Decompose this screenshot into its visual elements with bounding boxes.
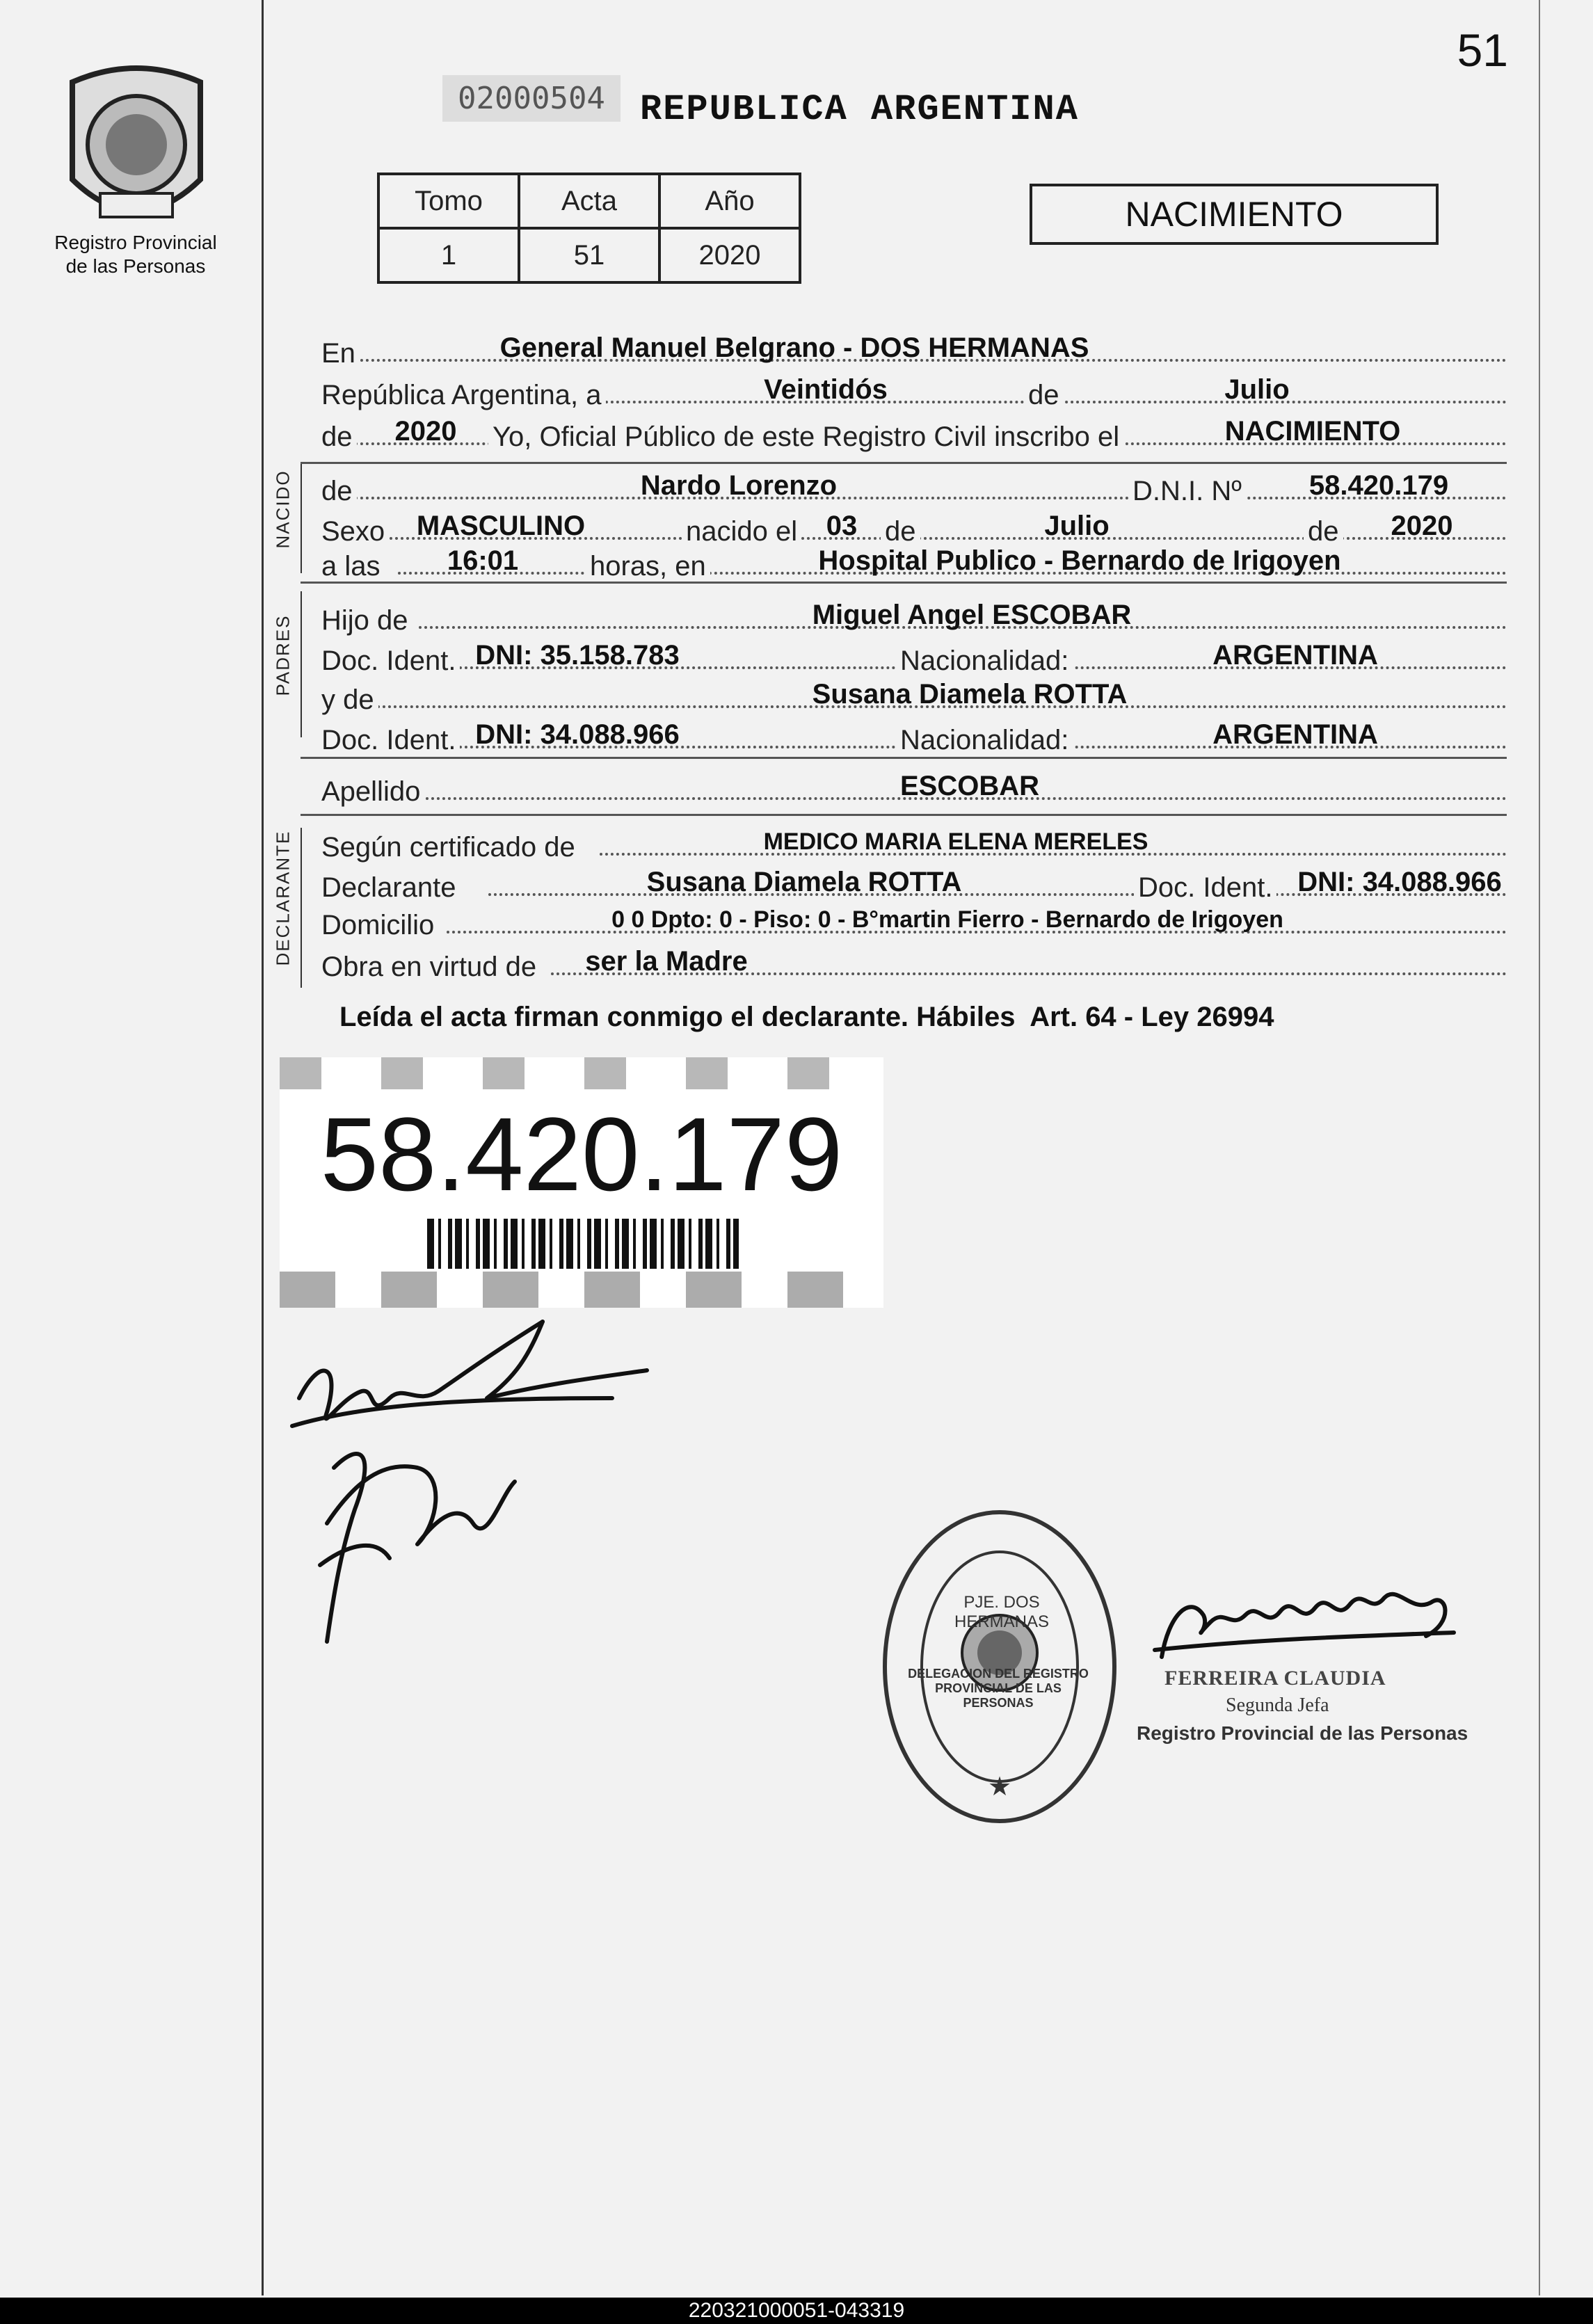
acta-value: 51 (519, 228, 659, 282)
born-name: Nardo Lorenzo (640, 470, 838, 501)
row-mother-doc (321, 714, 1507, 755)
right-margin-line (1539, 0, 1540, 2295)
date-month: Julio (1224, 374, 1290, 405)
nacido-side-label: NACIDO (272, 470, 294, 549)
officer-signature-image (1148, 1573, 1461, 1671)
act-type: NACIMIENTO (1224, 416, 1401, 447)
sticker-pattern-top (280, 1057, 883, 1089)
born-year-de: de (1304, 516, 1343, 547)
tomo-value: 1 (378, 228, 519, 282)
cert-label: Según certificado de (321, 832, 579, 863)
stamp-ring-text: DELEGACION DEL REGISTRO PROVINCIAL DE LAS PERSONAS (908, 1667, 1089, 1710)
officer-office: Registro Provincial de las Personas (1137, 1722, 1468, 1744)
date-a-label: República Argentina, a (321, 380, 606, 410)
sticker-number: 58.420.179 (320, 1096, 843, 1212)
role-label: Obra en virtud de (321, 952, 541, 982)
sex-value: MASCULINO (416, 511, 586, 541)
birth-place: Hospital Publico - Bernardo de Irigoyen (818, 545, 1341, 576)
declarant-label: Declarante (321, 872, 460, 903)
declarant-name: Susana Diamela ROTTA (646, 867, 962, 897)
date-de-label: de (1024, 380, 1064, 410)
footer-bar (0, 2298, 1593, 2324)
declarante-bracket (301, 828, 302, 988)
mother-doc-label: Doc. Ident. (321, 725, 460, 755)
born-date-label: nacido el (682, 516, 801, 547)
place-of-birth-label: horas, en (586, 551, 710, 582)
father-label: Hijo de (321, 605, 413, 636)
row-father-doc (321, 634, 1507, 676)
born-day: 03 (826, 511, 858, 541)
place-label: En (321, 338, 360, 369)
row-surname (321, 765, 1507, 807)
stamp-inner-text: PJE. DOS HERMANAS (954, 1593, 1050, 1631)
row-address (321, 899, 1507, 940)
date-day: Veintidós (764, 374, 888, 405)
father-name: Miguel Angel ESCOBAR (812, 600, 1132, 630)
sex-label: Sexo (321, 516, 389, 547)
surname-value: ESCOBAR (899, 771, 1040, 801)
born-dni-label: D.N.I. Nº (1128, 476, 1246, 506)
footer-code: 220321000051-043319 (688, 2299, 905, 2322)
row-date (321, 369, 1507, 410)
row-year (321, 410, 1507, 452)
born-dni: 58.420.179 (1308, 470, 1449, 501)
padres-bottom-line (301, 757, 1507, 759)
born-month: Julio (1044, 511, 1110, 541)
time-label: a las (321, 551, 385, 582)
left-margin-line (262, 0, 264, 2295)
place-value: General Manuel Belgrano - DOS HERMANAS (499, 332, 1089, 363)
surname-bottom-line (301, 814, 1507, 816)
country-title: REPUBLICA ARGENTINA (640, 89, 1079, 130)
row-declarant (321, 861, 1507, 903)
surname-label: Apellido (321, 776, 424, 807)
role-value: ser la Madre (585, 946, 748, 977)
mother-nat-label: Nacionalidad: (896, 725, 1073, 755)
address-label: Domicilio (321, 910, 438, 940)
address-value: 0 0 Dpto: 0 - Piso: 0 - B°martin Fierro - Bernardo de Irigoyen (611, 906, 1283, 933)
declarant-doc: DNI: 34.088.966 (1297, 867, 1502, 897)
svg-text:★: ★ (987, 1772, 1012, 1802)
officer-role: Segunda Jefa (1226, 1694, 1329, 1716)
dni-sticker (280, 1057, 883, 1308)
anio-header: Año (659, 174, 800, 228)
acta-header: Acta (519, 174, 659, 228)
declarante-side-label: DECLARANTE (272, 830, 294, 966)
born-de-label: de (321, 476, 357, 506)
tomo-header: Tomo (378, 174, 519, 228)
row-mother (321, 673, 1507, 715)
date-de2-label: de (321, 422, 357, 452)
registry-logo (58, 61, 214, 231)
born-year: 2020 (1391, 511, 1453, 541)
mother-nationality: ARGENTINA (1212, 719, 1378, 750)
barcode-icon (427, 1219, 739, 1269)
anio-value: 2020 (659, 228, 800, 282)
officer-statement: Yo, Oficial Público de este Registro Civil inscribo el (488, 422, 1123, 452)
row-born-name (321, 465, 1507, 506)
row-father (321, 594, 1507, 636)
record-table (377, 173, 801, 284)
row-born-time (321, 540, 1507, 582)
row-place (321, 327, 1507, 369)
mother-label: y de (321, 684, 378, 715)
mother-name: Susana Diamela ROTTA (812, 679, 1128, 710)
date-year: 2020 (394, 416, 457, 447)
nacido-bracket (301, 462, 302, 573)
mother-doc: DNI: 34.088.966 (475, 719, 680, 750)
father-nationality: ARGENTINA (1212, 640, 1378, 671)
father-doc-label: Doc. Ident. (321, 646, 460, 676)
father-doc: DNI: 35.158.783 (475, 640, 680, 671)
closing-statement: Leída el acta firman conmigo el declarante. Hábiles Art. 64 - Ley 26994 (339, 1002, 1274, 1032)
declarant-doc-label: Doc. Ident. (1134, 872, 1276, 903)
misiones-seal-icon (58, 61, 214, 231)
sticker-pattern-bottom (280, 1272, 883, 1308)
father-nat-label: Nacionalidad: (896, 646, 1073, 676)
officer-name: FERREIRA CLAUDIA (1164, 1667, 1386, 1690)
record-type-box: NACIMIENTO (1030, 184, 1439, 245)
nacido-bottom-line (301, 582, 1507, 584)
declarant-signature-image (278, 1315, 668, 1662)
born-month-de: de (881, 516, 920, 547)
padres-side-label: PADRES (272, 614, 294, 696)
nacido-top-line (301, 462, 1507, 464)
padres-bracket (301, 591, 302, 737)
row-certificate (321, 821, 1507, 863)
registry-name: Registro Provincial de las Personas (54, 232, 217, 277)
page-number: 51 (1457, 24, 1508, 76)
serial-stamp: 02000504 (442, 75, 621, 122)
born-time: 16:01 (447, 545, 519, 576)
cert-value: MEDICO MARIA ELENA MERELES (763, 828, 1148, 855)
row-role (321, 940, 1507, 982)
